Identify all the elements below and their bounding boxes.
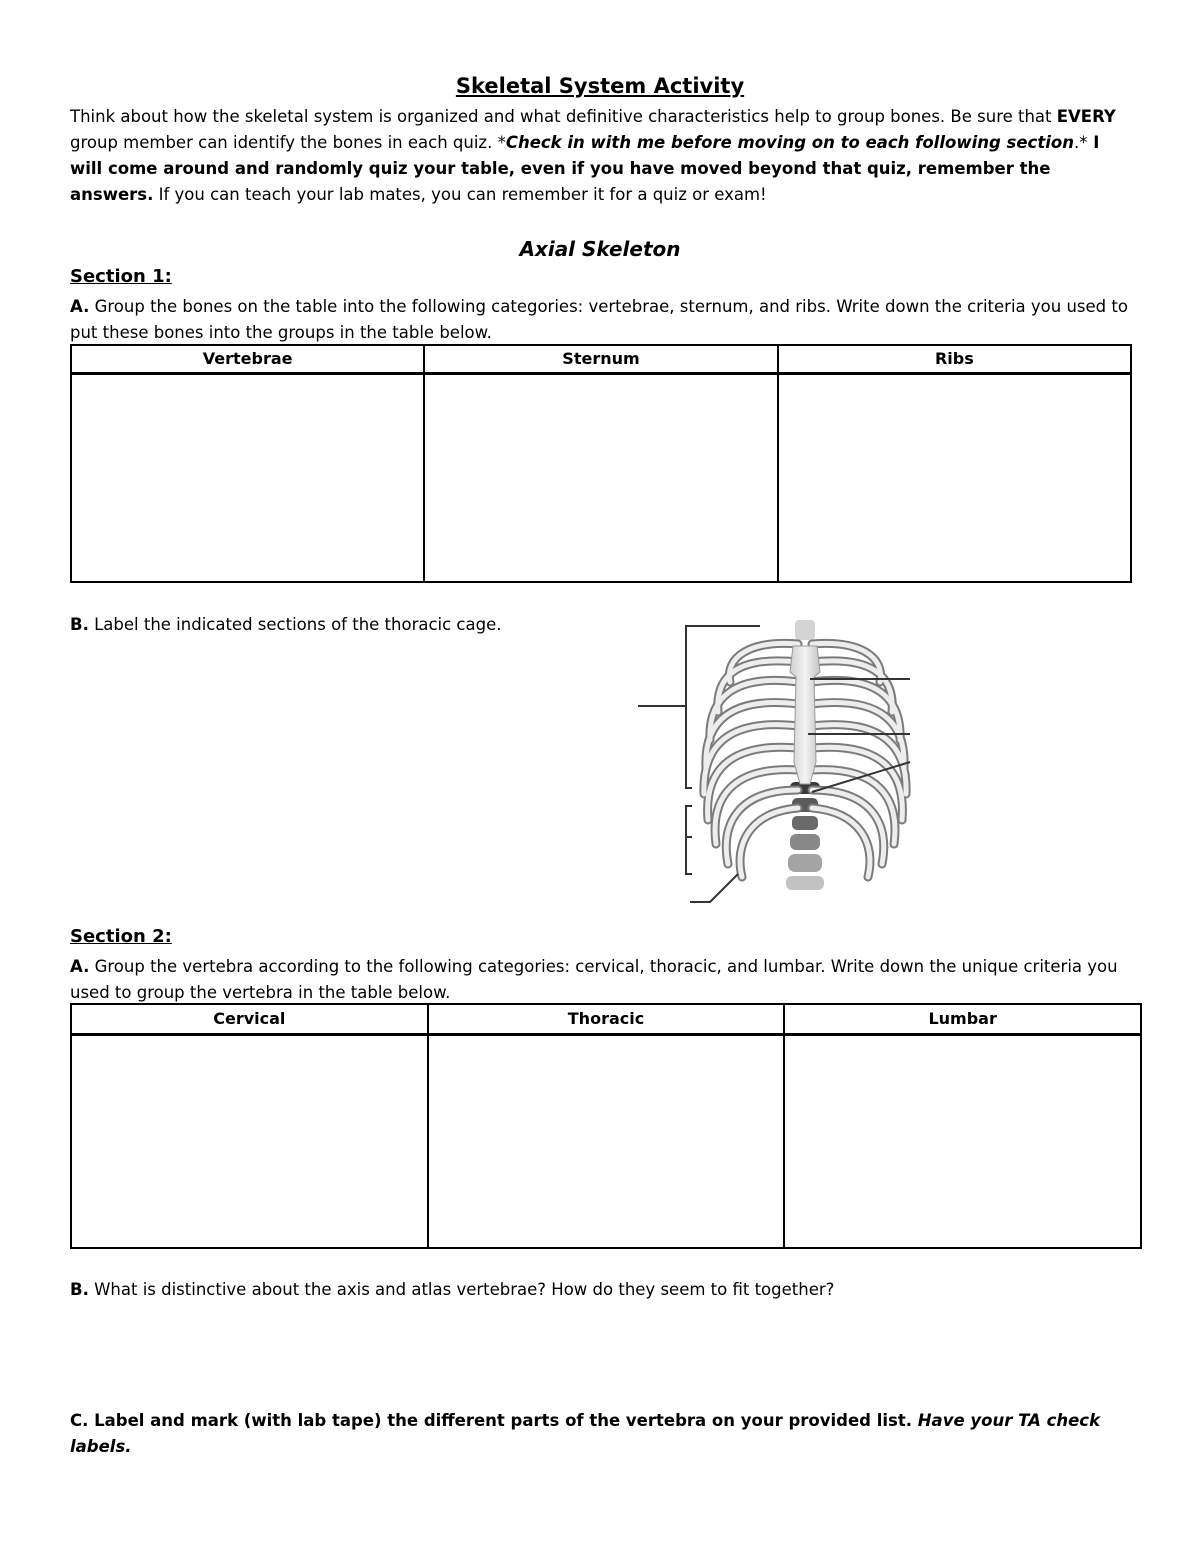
table-header-cervical: Cervical	[71, 1004, 428, 1034]
vertebrae-answer-cell[interactable]	[71, 373, 424, 582]
question-c-ta-note: Have your TA check labels.	[70, 1411, 1101, 1456]
cervical-answer-cell[interactable]	[71, 1034, 428, 1248]
vertebra-groups-table	[70, 1003, 1142, 1249]
question-b-prefix: B.	[70, 615, 89, 634]
section-1-question-a	[70, 294, 1130, 346]
lumbar-answer-cell[interactable]	[784, 1034, 1141, 1248]
question-a-text: Group the bones on the table into the following categories: vertebrae, sternum, and ribs. Write down the criteria you used to put these bones into the groups in the table below.	[70, 297, 1128, 342]
section-2-heading: Section 2:	[70, 926, 172, 947]
table-header-vertebrae: Vertebrae	[71, 345, 424, 373]
section-2-question-a	[70, 954, 1150, 1006]
question-c-text: C. Label and mark (with lab tape) the different parts of the vertebra on your provided list.	[70, 1411, 918, 1430]
sternum	[790, 646, 820, 784]
section-1-question-b	[70, 612, 590, 638]
question-a-prefix: A.	[70, 957, 90, 976]
axial-skeleton-heading: Axial Skeleton	[519, 237, 681, 261]
thoracic-answer-cell[interactable]	[428, 1034, 785, 1248]
intro-text-2: group member can identify the bones in each quiz. *	[70, 133, 506, 152]
sternum-answer-cell[interactable]	[424, 373, 777, 582]
bone-groups-table	[70, 344, 1132, 583]
intro-text-1: Think about how the skeletal system is organized and what definitive characteristics help to group bones. Be sure that	[70, 107, 1057, 126]
table-header-thoracic: Thoracic	[428, 1004, 785, 1034]
intro-text-4: If you can teach your lab mates, you can remember it for a quiz or exam!	[153, 185, 767, 204]
section-2-question-b	[70, 1277, 1130, 1303]
intro-text-3: .*	[1073, 133, 1088, 152]
intro-check-note: Check in with me before moving on to each following section	[505, 133, 1074, 152]
table-header-sternum: Sternum	[424, 345, 777, 373]
question-b-text: Label the indicated sections of the thoracic cage.	[88, 615, 502, 634]
question-b-text: What is distinctive about the axis and atlas vertebrae? How do they seem to fit together?	[88, 1280, 835, 1299]
question-b-prefix: B.	[70, 1280, 89, 1299]
question-a-text: Group the vertebra according to the following categories: cervical, thoracic, and lumbar. Write down the unique criteria you used to group the vertebra in the table below.	[70, 957, 1118, 1002]
page-title: Skeletal System Activity	[455, 74, 745, 98]
thoracic-cage-diagram	[630, 612, 930, 912]
ribs-answer-cell[interactable]	[778, 373, 1131, 582]
question-a-prefix: A.	[70, 297, 90, 316]
table-header-lumbar: Lumbar	[784, 1004, 1141, 1034]
section-2-question-c	[70, 1408, 1130, 1460]
table-header-ribs: Ribs	[778, 345, 1131, 373]
intro-every: EVERY	[1056, 107, 1116, 126]
section-1-heading: Section 1:	[70, 266, 172, 287]
intro-quiz-note: I will come around and randomly quiz your table, even if you have moved beyond that quiz, remember the answers.	[70, 133, 1100, 204]
intro-paragraph	[70, 104, 1130, 208]
